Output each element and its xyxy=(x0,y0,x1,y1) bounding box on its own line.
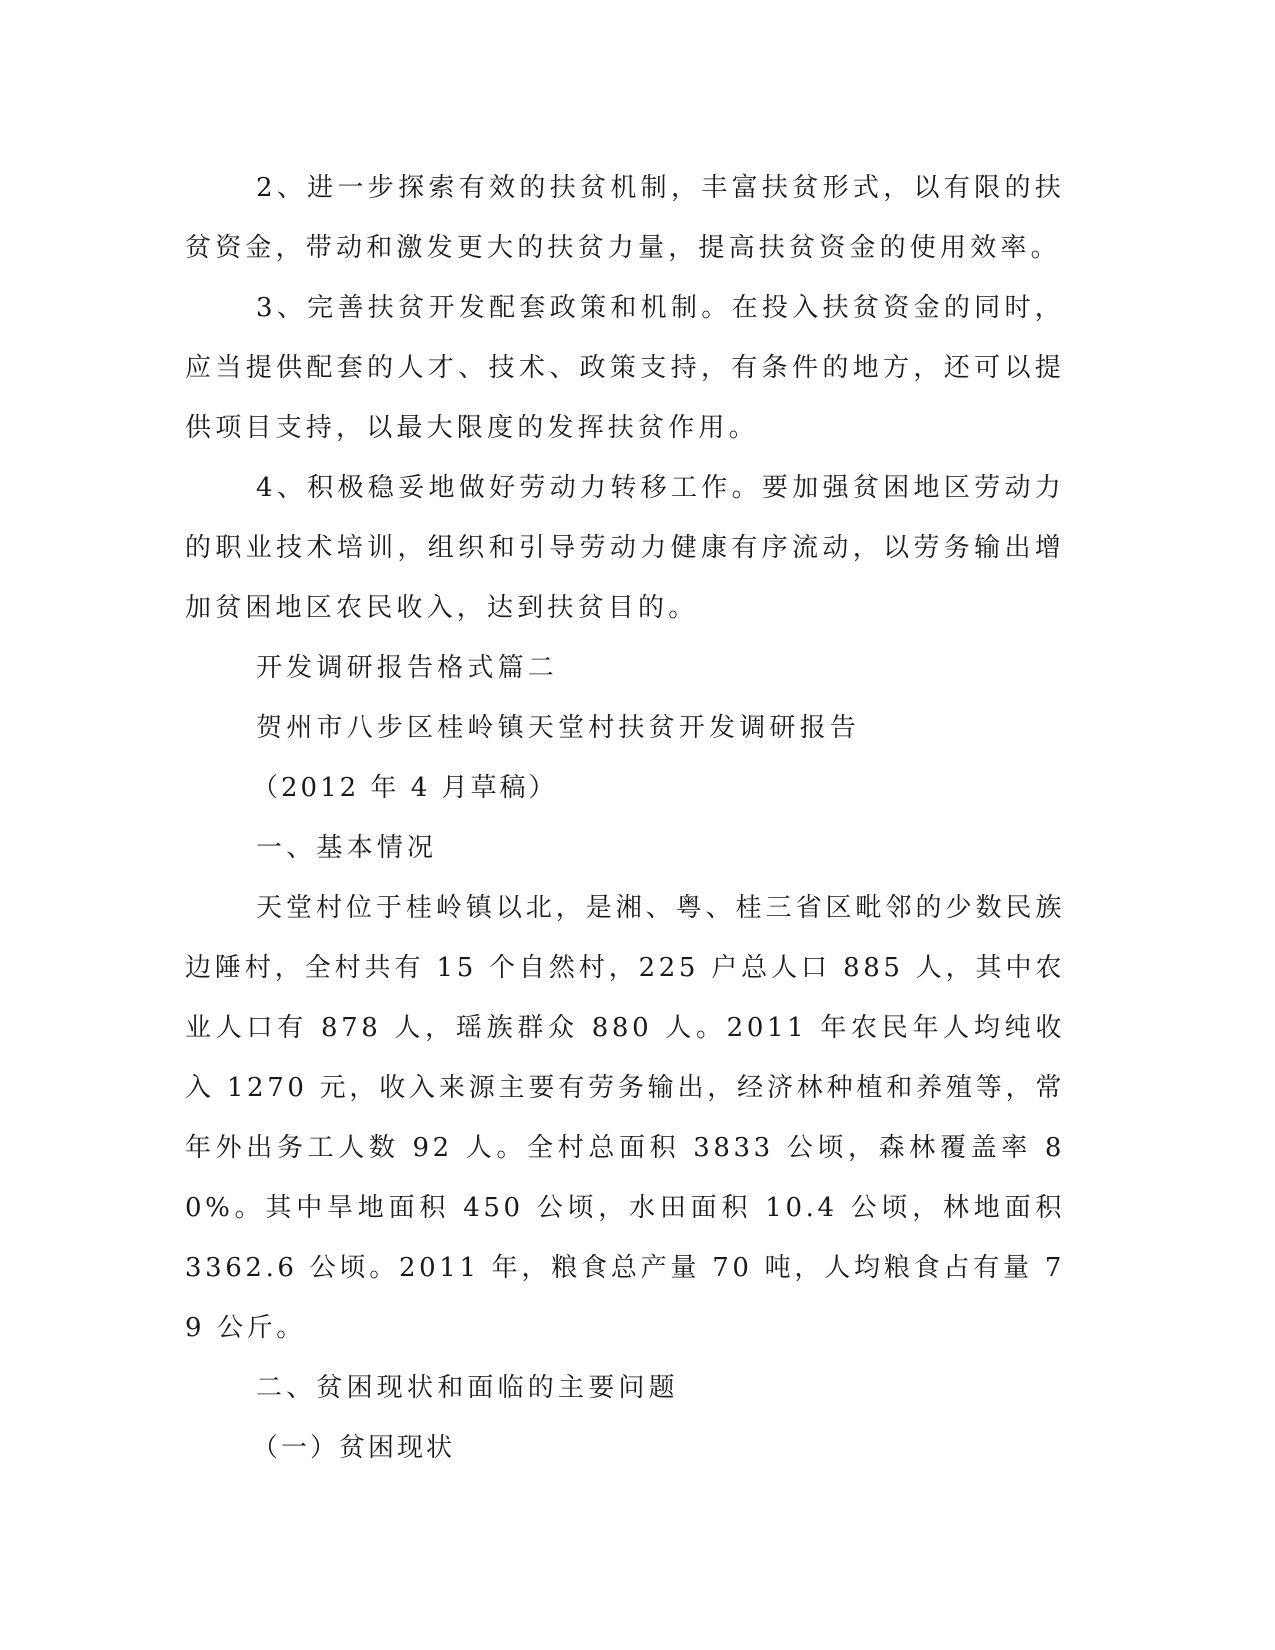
subheading-poverty-status: （一）贫困现状 xyxy=(252,1433,456,1463)
section-heading: 开发调研报告格式篇二 xyxy=(256,653,559,683)
report-title: 贺州市八步区桂岭镇天堂村扶贫开发调研报告 xyxy=(256,713,861,743)
heading-poverty-issues: 二、贫困现状和面临的主要问题 xyxy=(256,1373,679,1403)
draft-date: （2012 年 4 月草稿） xyxy=(252,773,558,803)
paragraph-basic-info: 天堂村位于桂岭镇以北，是湘、粤、桂三省区毗邻的少数民族边陲村，全村共有 15 个自然村，225 户总人口 885 人，其中农业人口有 878 人，瑶族群众 880 人。2011 年农民年人均纯收入 1270 元，收入来源主要有劳务输出，经济林种植和养殖等，常年外出务工人数 92 人。全村总面积 3833 公顷，森林覆盖率 80%。其中旱地面积 450 公顷，水田面积 10.4 公顷，林地面积 3362.6 公顷。2011 年，粮食总产量 70 吨，人均粮食占有量 79 公斤。 xyxy=(185,893,1065,1343)
paragraph-mechanism: 2、进一步探索有效的扶贫机制，丰富扶贫形式，以有限的扶贫资金，带动和激发更大的扶贫力量，提高扶贫资金的使用效率。 xyxy=(185,173,1065,263)
document-body xyxy=(185,158,1065,1478)
paragraph-labor: 4、积极稳妥地做好劳动力转移工作。要加强贫困地区劳动力的职业技术培训，组织和引导劳动力健康有序流动，以劳务输出增加贫困地区农民收入，达到扶贫目的。 xyxy=(185,473,1065,623)
paragraph-policy: 3、完善扶贫开发配套政策和机制。在投入扶贫资金的同时，应当提供配套的人才、技术、政策支持，有条件的地方，还可以提供项目支持，以最大限度的发挥扶贫作用。 xyxy=(185,293,1065,443)
heading-basic-info: 一、基本情况 xyxy=(256,833,438,863)
